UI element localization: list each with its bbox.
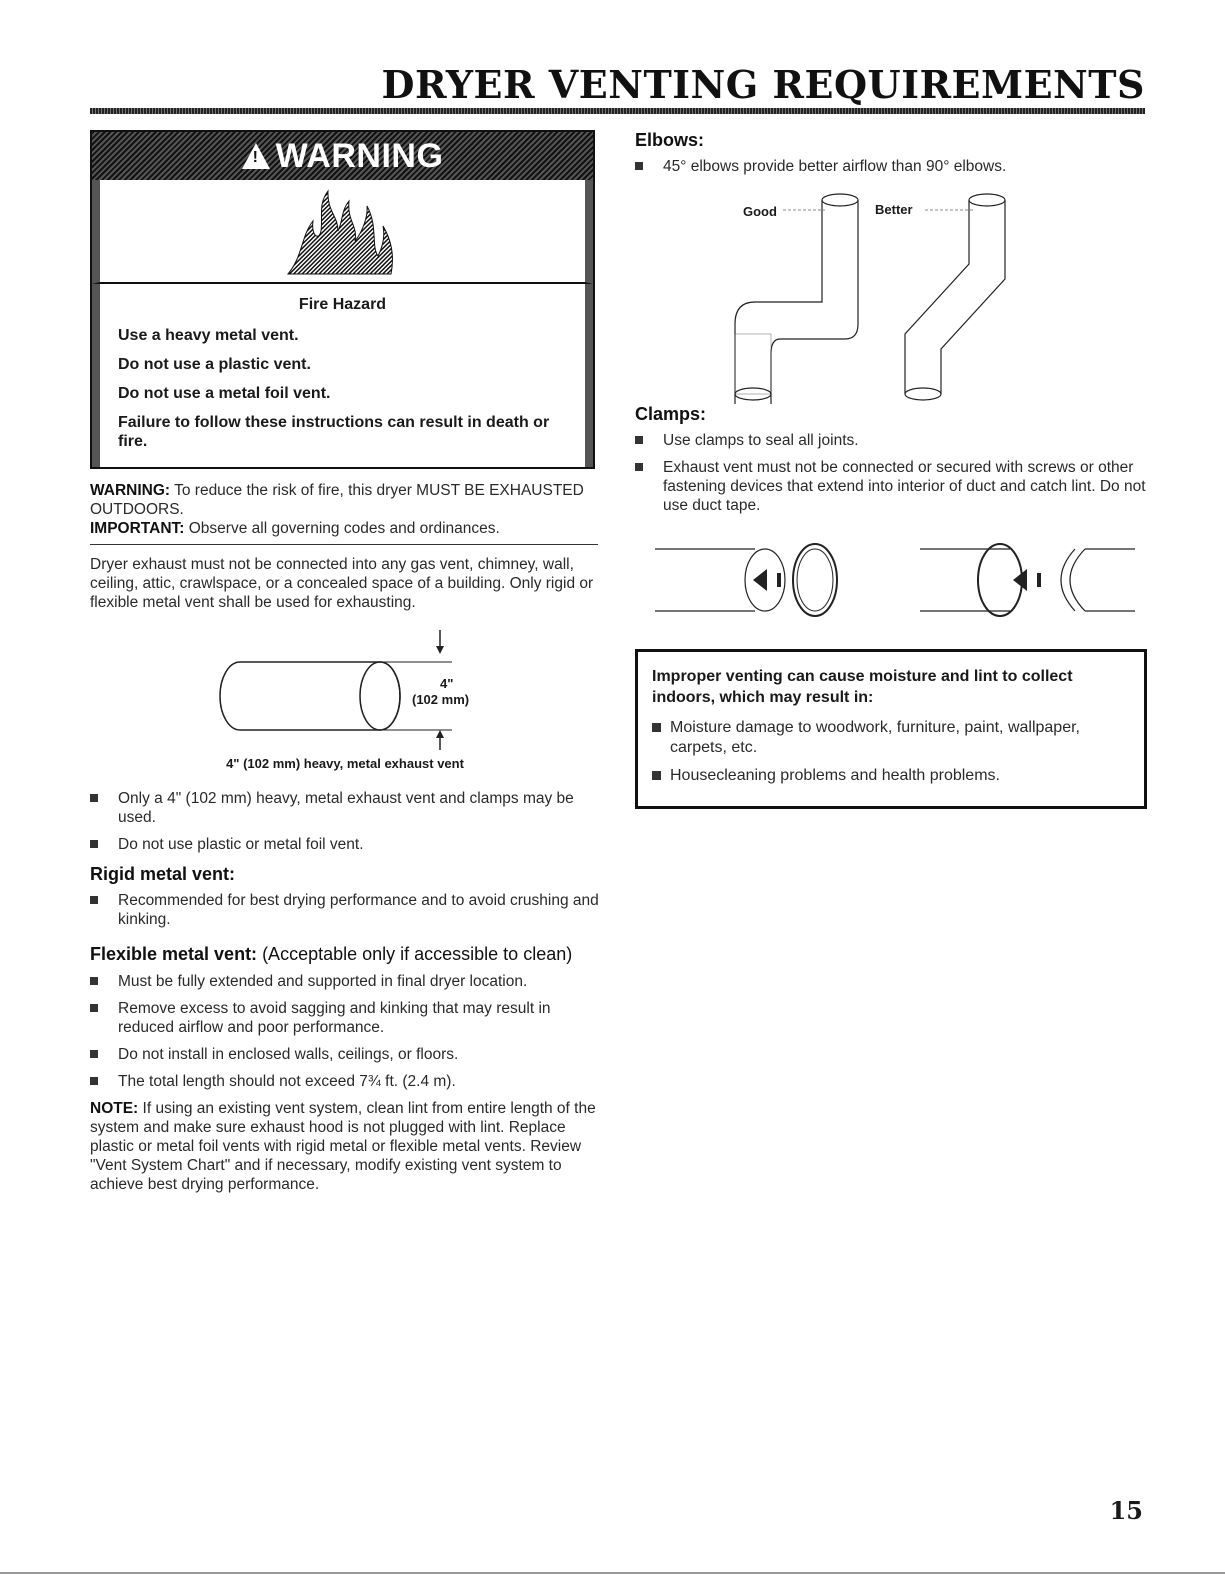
warning-triangle-icon: ! (242, 143, 270, 169)
improper-venting-box (635, 649, 1147, 809)
page-title: DRYER VENTING REQUIREMENTS (381, 62, 1145, 107)
fire-icon (283, 186, 403, 276)
list-item: Remove excess to avoid sagging and kinking that may result in reduced airflow and poor performance. (90, 999, 600, 1037)
list-item: Only a 4" (102 mm) heavy, metal exhaust vent and clamps may be used. (90, 789, 600, 827)
exhaust-paragraph: Dryer exhaust must not be connected into any gas vent, chimney, wall, ceiling, attic, crawlspace, or a concealed space of a building. Only rigid or flexible metal vent shall be used for exhausting. (90, 556, 594, 611)
bottom-rule (0, 1572, 1225, 1574)
list-item: Do not use plastic or metal foil vent. (90, 835, 600, 854)
list-item: Moisture damage to woodwork, furniture, paint, wallpaper, carpets, etc. (652, 718, 1128, 758)
warning-header (92, 132, 593, 180)
warning-line: Do not use a metal foil vent. (118, 385, 331, 402)
flame-area (92, 180, 593, 284)
elbows-diagram (635, 184, 1147, 404)
clamps-heading: Clamps: (635, 404, 707, 424)
better-label: Better (875, 202, 913, 217)
list-item: Housecleaning problems and health problems. (652, 766, 1128, 786)
warning-line: Do not use a plastic vent. (118, 356, 311, 373)
list-item: Exhaust vent must not be connected or secured with screws or other fastening devices that extend into interior of duct and catch lint. Do not use duct tape. (635, 458, 1147, 515)
warning-line: Use a heavy metal vent. (118, 327, 299, 344)
warning-header-label: WARNING (275, 136, 444, 175)
warning-box (90, 130, 595, 469)
list-item: Recommended for best drying performance and to avoid crushing and kinking. (90, 891, 600, 929)
title-rule (90, 108, 1145, 114)
important-paragraph: IMPORTANT: Observe all governing codes and ordinances. (90, 520, 500, 537)
warning-paragraph: WARNING: To reduce the risk of fire, this dryer MUST BE EXHAUSTED OUTDOORS. (90, 482, 584, 518)
list-item: 45° elbows provide better airflow than 90° elbows. (635, 157, 1147, 176)
page-number: 15 (1109, 1496, 1143, 1525)
fire-hazard-label: Fire Hazard (298, 296, 387, 313)
left-column (90, 130, 600, 1194)
rigid-heading: Rigid metal vent: (90, 864, 236, 884)
divider (90, 544, 598, 545)
clamp-illustration (635, 529, 1147, 629)
vent-dimension-inches: 4" (440, 676, 454, 691)
flex-heading: Flexible metal vent: (Acceptable only if accessible to clean) (90, 944, 573, 964)
list-item: Use clamps to seal all joints. (635, 431, 1147, 450)
vent-caption: 4" (102 mm) heavy, metal exhaust vent (226, 756, 464, 771)
warning-line: Failure to follow these instructions can result in death or fire. (118, 414, 550, 450)
right-column (635, 130, 1147, 809)
list-item: The total length should not exceed 7¾ ft. (2.4 m). (90, 1072, 600, 1091)
warning-body (92, 284, 593, 467)
list-item: Must be fully extended and supported in final dryer location. (90, 972, 600, 991)
elbow-illustration (635, 184, 1147, 404)
list-item: Do not install in enclosed walls, ceilings, or floors. (90, 1045, 600, 1064)
vent-dimension-mm: (102 mm) (412, 692, 470, 707)
elbows-heading: Elbows: (635, 130, 705, 150)
note-paragraph: NOTE: If using an existing vent system, clean lint from entire length of the system and make sure exhaust hood is not plugged with lint. Replace plastic or metal foil vents with rigid metal or flexible metal vents. Review "Vent System Chart" and if necessary, modify existing vent system to achieve best drying performance. (90, 1100, 596, 1193)
good-label: Good (743, 204, 777, 219)
vent-pipe-illustration (90, 630, 600, 750)
improper-venting-title: Improper venting can cause moisture and lint to collect indoors, which may result in: (652, 668, 1073, 706)
vent-diagram (90, 630, 600, 750)
